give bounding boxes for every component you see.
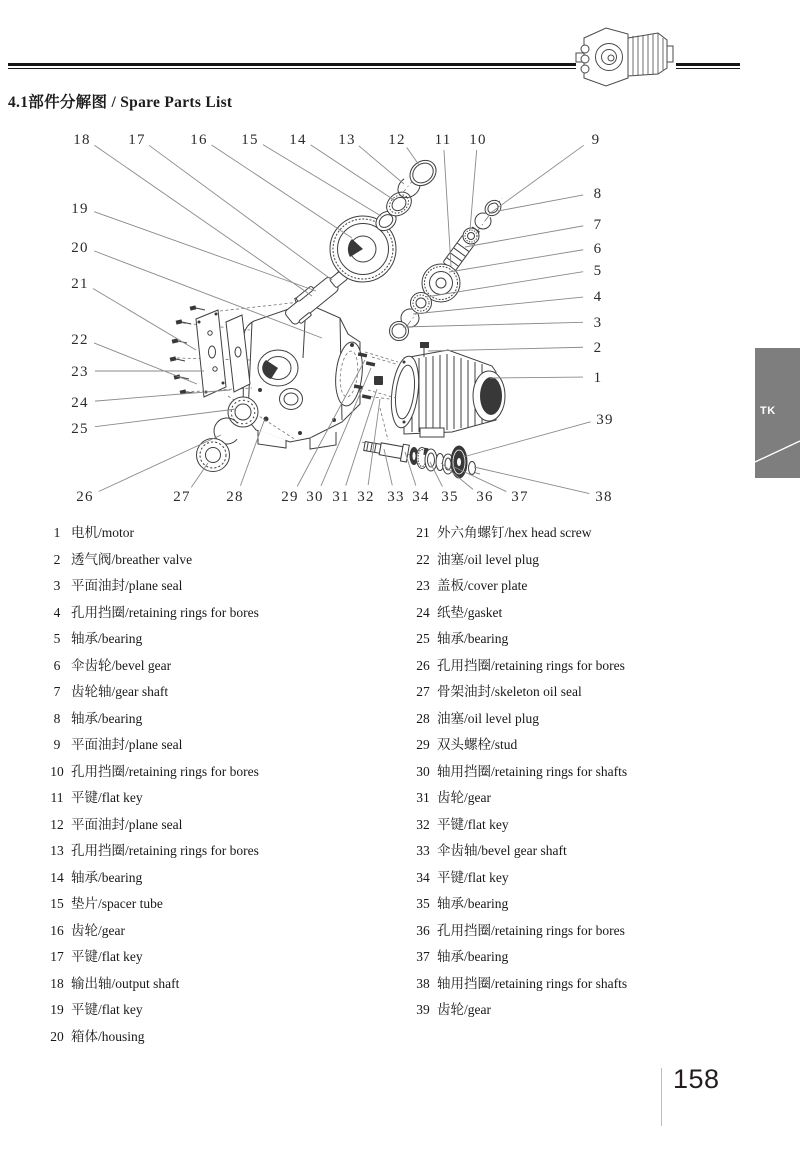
callout-number-34: 34 — [412, 489, 430, 505]
parts-list-item — [412, 626, 772, 653]
part-number: 30 — [416, 763, 430, 779]
parts-list-item — [46, 891, 376, 918]
parts-list-item — [46, 1024, 376, 1051]
bevel-shaft-assembly-drawing — [363, 438, 475, 479]
callout-number-16: 16 — [190, 132, 208, 148]
part-number: 23 — [416, 578, 430, 593]
parts-list-item — [46, 732, 376, 759]
gearmotor-logo-icon — [575, 20, 679, 96]
tab-label: TK — [760, 405, 776, 417]
part-number: 14 — [50, 869, 64, 885]
callout-number-29: 29 — [281, 489, 299, 505]
parts-list-item — [46, 626, 376, 653]
part-number: 36 — [416, 922, 430, 938]
callout-number-37: 37 — [511, 489, 529, 505]
part-label: 轴承/bearing — [437, 949, 509, 964]
part-label: 伞齿轴/bevel gear shaft — [437, 843, 567, 858]
callout-number-30: 30 — [306, 489, 324, 505]
part-label: 盖板/cover plate — [437, 578, 528, 593]
part-number: 25 — [416, 631, 430, 646]
parts-list-item — [46, 944, 376, 971]
callout-number-39: 39 — [596, 412, 614, 428]
part-number: 22 — [416, 551, 430, 567]
callout-number-1: 1 — [593, 370, 603, 386]
parts-list-item — [46, 653, 376, 680]
part-label: 外六角螺钉/hex head screw — [437, 525, 592, 540]
page-number: 158 — [673, 1064, 720, 1094]
parts-list-item — [412, 997, 772, 1024]
parts-list-item — [46, 785, 376, 812]
callout-number-25: 25 — [71, 421, 89, 437]
callout-number-2: 2 — [593, 340, 603, 356]
leader-line-19 — [94, 212, 316, 291]
part-label: 箱体/housing — [71, 1028, 145, 1044]
callout-number-20: 20 — [71, 240, 89, 256]
part-number: 37 — [416, 949, 430, 964]
parts-list-left-column — [46, 520, 376, 1050]
parts-list-item — [412, 838, 772, 865]
part-number: 33 — [416, 843, 430, 858]
header-rule-right-thick — [676, 63, 740, 66]
parts-list-item — [46, 838, 376, 865]
parts-list-item — [412, 679, 772, 706]
callout-number-26: 26 — [76, 489, 94, 505]
parts-list-item — [412, 547, 772, 574]
parts-list-item — [412, 573, 772, 600]
parts-list-item — [412, 706, 772, 733]
part-label: 孔用挡圈/retaining rings for bores — [71, 604, 259, 620]
parts-list-item — [412, 520, 772, 547]
part-number: 28 — [416, 710, 430, 726]
leader-line-8 — [498, 195, 583, 211]
part-label: 孔用挡圈/retaining rings for bores — [437, 657, 625, 673]
parts-list-item — [412, 653, 772, 680]
part-number: 34 — [416, 869, 430, 885]
part-number: 32 — [416, 816, 430, 832]
leader-line-3 — [403, 322, 583, 327]
part-number: 24 — [416, 604, 430, 620]
parts-list-item — [46, 679, 376, 706]
part-number: 7 — [53, 684, 61, 699]
part-label: 轴承/bearing — [71, 869, 143, 885]
callout-number-15: 15 — [241, 132, 259, 148]
parts-list-item — [412, 971, 772, 998]
callout-number-32: 32 — [357, 489, 375, 505]
leader-line-13 — [359, 146, 404, 184]
spare-parts-exploded-diagram — [0, 118, 800, 518]
leader-line-15 — [263, 145, 381, 216]
footer-divider — [661, 1068, 662, 1126]
parts-list-item — [412, 732, 772, 759]
part-label: 油塞/oil level plug — [437, 551, 539, 567]
parts-list-item — [46, 812, 376, 839]
part-label: 纸垫/gasket — [437, 604, 503, 620]
leader-line-21 — [93, 289, 196, 350]
part-number: 2 — [53, 551, 61, 567]
part-label: 齿轮轴/gear shaft — [71, 684, 169, 699]
parts-list-item — [46, 918, 376, 945]
parts-list-item — [412, 812, 772, 839]
header-rule-left-thin — [8, 68, 576, 69]
callout-number-13: 13 — [338, 132, 356, 148]
part-label: 平键/flat key — [71, 949, 143, 964]
parts-list-item — [412, 785, 772, 812]
parts-list-item — [46, 865, 376, 892]
page-title: 4.1部件分解图 / Spare Parts List — [8, 94, 233, 111]
callout-number-27: 27 — [173, 489, 191, 505]
callout-number-12: 12 — [388, 132, 406, 148]
callout-number-4: 4 — [593, 289, 603, 305]
part-number: 27 — [416, 684, 430, 699]
callout-number-3: 3 — [593, 315, 603, 331]
part-label: 孔用挡圈/retaining rings for bores — [71, 843, 259, 858]
parts-list-item — [412, 918, 772, 945]
bearing-seal-cluster-drawing — [197, 397, 259, 472]
part-number: 38 — [416, 975, 430, 991]
motor-drawing — [365, 342, 505, 437]
part-label: 输出轴/output shaft — [71, 975, 180, 991]
part-number: 35 — [416, 896, 430, 911]
part-label: 轴承/bearing — [71, 631, 143, 646]
parts-list-item — [46, 600, 376, 627]
callout-number-19: 19 — [71, 201, 89, 217]
part-label: 齿轮/gear — [437, 1002, 491, 1017]
part-number: 20 — [50, 1028, 64, 1044]
leader-line-1 — [490, 377, 583, 378]
part-number: 18 — [50, 975, 64, 991]
part-label: 平键/flat key — [437, 816, 509, 832]
leader-line-2 — [428, 347, 583, 351]
callout-number-7: 7 — [593, 217, 603, 233]
part-number: 8 — [53, 710, 61, 726]
part-label: 平面油封/plane seal — [71, 578, 183, 593]
callout-number-22: 22 — [71, 332, 89, 348]
part-label: 平面油封/plane seal — [71, 816, 183, 832]
callout-number-6: 6 — [593, 241, 603, 257]
leader-line-22 — [94, 343, 197, 384]
part-label: 平面油封/plane seal — [71, 737, 183, 752]
leader-line-16 — [212, 145, 352, 238]
part-label: 轴用挡圈/retaining rings for shafts — [437, 763, 628, 779]
parts-list-item — [412, 865, 772, 892]
part-number: 10 — [50, 763, 64, 779]
part-label: 电机/motor — [71, 525, 134, 540]
part-number: 21 — [416, 525, 430, 540]
callout-number-36: 36 — [476, 489, 494, 505]
part-number: 3 — [53, 578, 61, 593]
part-label: 伞齿轮/bevel gear — [71, 657, 172, 673]
callout-number-35: 35 — [441, 489, 459, 505]
part-number: 5 — [53, 631, 61, 646]
leader-line-12 — [407, 147, 419, 165]
part-label: 油塞/oil level plug — [437, 710, 539, 726]
parts-list-item — [46, 997, 376, 1024]
part-label: 平键/flat key — [437, 869, 509, 885]
part-number: 17 — [50, 949, 64, 964]
part-label: 垫片/spacer tube — [71, 896, 163, 911]
callout-number-38: 38 — [595, 489, 613, 505]
part-label: 轴承/bearing — [437, 896, 509, 911]
part-number: 12 — [50, 816, 64, 832]
part-number: 15 — [50, 896, 64, 911]
part-number: 19 — [50, 1002, 64, 1017]
callout-labels — [71, 132, 613, 505]
part-number: 1 — [53, 525, 61, 540]
part-label: 骨架油封/skeleton oil seal — [437, 684, 582, 699]
part-number: 11 — [50, 790, 64, 805]
callout-number-10: 10 — [469, 132, 487, 148]
parts-list-item — [46, 573, 376, 600]
part-number: 9 — [53, 737, 61, 752]
callout-number-9: 9 — [591, 132, 601, 148]
part-label: 轴承/bearing — [71, 710, 143, 726]
part-number: 6 — [53, 657, 61, 673]
part-label: 孔用挡圈/retaining rings for bores — [437, 922, 625, 938]
leader-line-39 — [463, 422, 591, 457]
callout-number-21: 21 — [71, 276, 89, 292]
parts-list-right-column — [412, 520, 772, 1024]
section-tab-tk — [755, 348, 800, 478]
part-number: 29 — [416, 737, 430, 752]
parts-list-item — [46, 759, 376, 786]
leader-line-24 — [95, 390, 230, 401]
parts-list-item — [46, 971, 376, 998]
parts-list-item — [412, 759, 772, 786]
leader-line-17 — [149, 145, 332, 280]
parts-list-item — [46, 547, 376, 574]
callout-number-11: 11 — [434, 132, 452, 148]
part-number: 39 — [416, 1002, 430, 1017]
callout-number-8: 8 — [593, 186, 603, 202]
callout-number-5: 5 — [593, 263, 603, 279]
leader-line-11 — [444, 150, 451, 266]
callout-number-24: 24 — [71, 395, 89, 411]
leader-line-27 — [191, 463, 208, 487]
callout-number-31: 31 — [332, 489, 350, 505]
part-label: 透气阀/breather valve — [71, 551, 193, 567]
callout-number-14: 14 — [289, 132, 307, 148]
part-label: 平键/flat key — [71, 790, 143, 805]
header-rule-left-thick — [8, 63, 576, 66]
leader-line-6 — [449, 250, 583, 272]
parts-list-item — [412, 944, 772, 971]
part-number: 31 — [416, 790, 430, 805]
callout-number-33: 33 — [387, 489, 405, 505]
part-number: 16 — [50, 922, 64, 938]
part-label: 齿轮/gear — [71, 922, 125, 938]
parts-list-item — [46, 520, 376, 547]
leader-line-25 — [95, 409, 236, 427]
parts-list-item — [412, 600, 772, 627]
part-label: 齿轮/gear — [437, 790, 491, 805]
header-rule-right-thin — [676, 68, 740, 69]
parts-list-item — [412, 891, 772, 918]
part-label: 轴承/bearing — [437, 631, 509, 646]
leader-line-14 — [311, 145, 394, 200]
part-label: 孔用挡圈/retaining rings for bores — [71, 763, 259, 779]
callout-number-23: 23 — [71, 364, 89, 380]
callout-number-18: 18 — [73, 132, 91, 148]
part-number: 4 — [53, 604, 61, 620]
parts-list-item — [46, 706, 376, 733]
part-label: 平键/flat key — [71, 1002, 143, 1017]
part-number: 13 — [50, 843, 64, 858]
part-label: 双头螺栓/stud — [437, 737, 518, 752]
callout-number-17: 17 — [128, 132, 146, 148]
part-number: 26 — [416, 657, 430, 673]
callout-number-28: 28 — [226, 489, 244, 505]
leader-line-28 — [240, 421, 264, 486]
part-label: 轴用挡圈/retaining rings for shafts — [437, 975, 628, 991]
leader-line-18 — [94, 145, 312, 296]
